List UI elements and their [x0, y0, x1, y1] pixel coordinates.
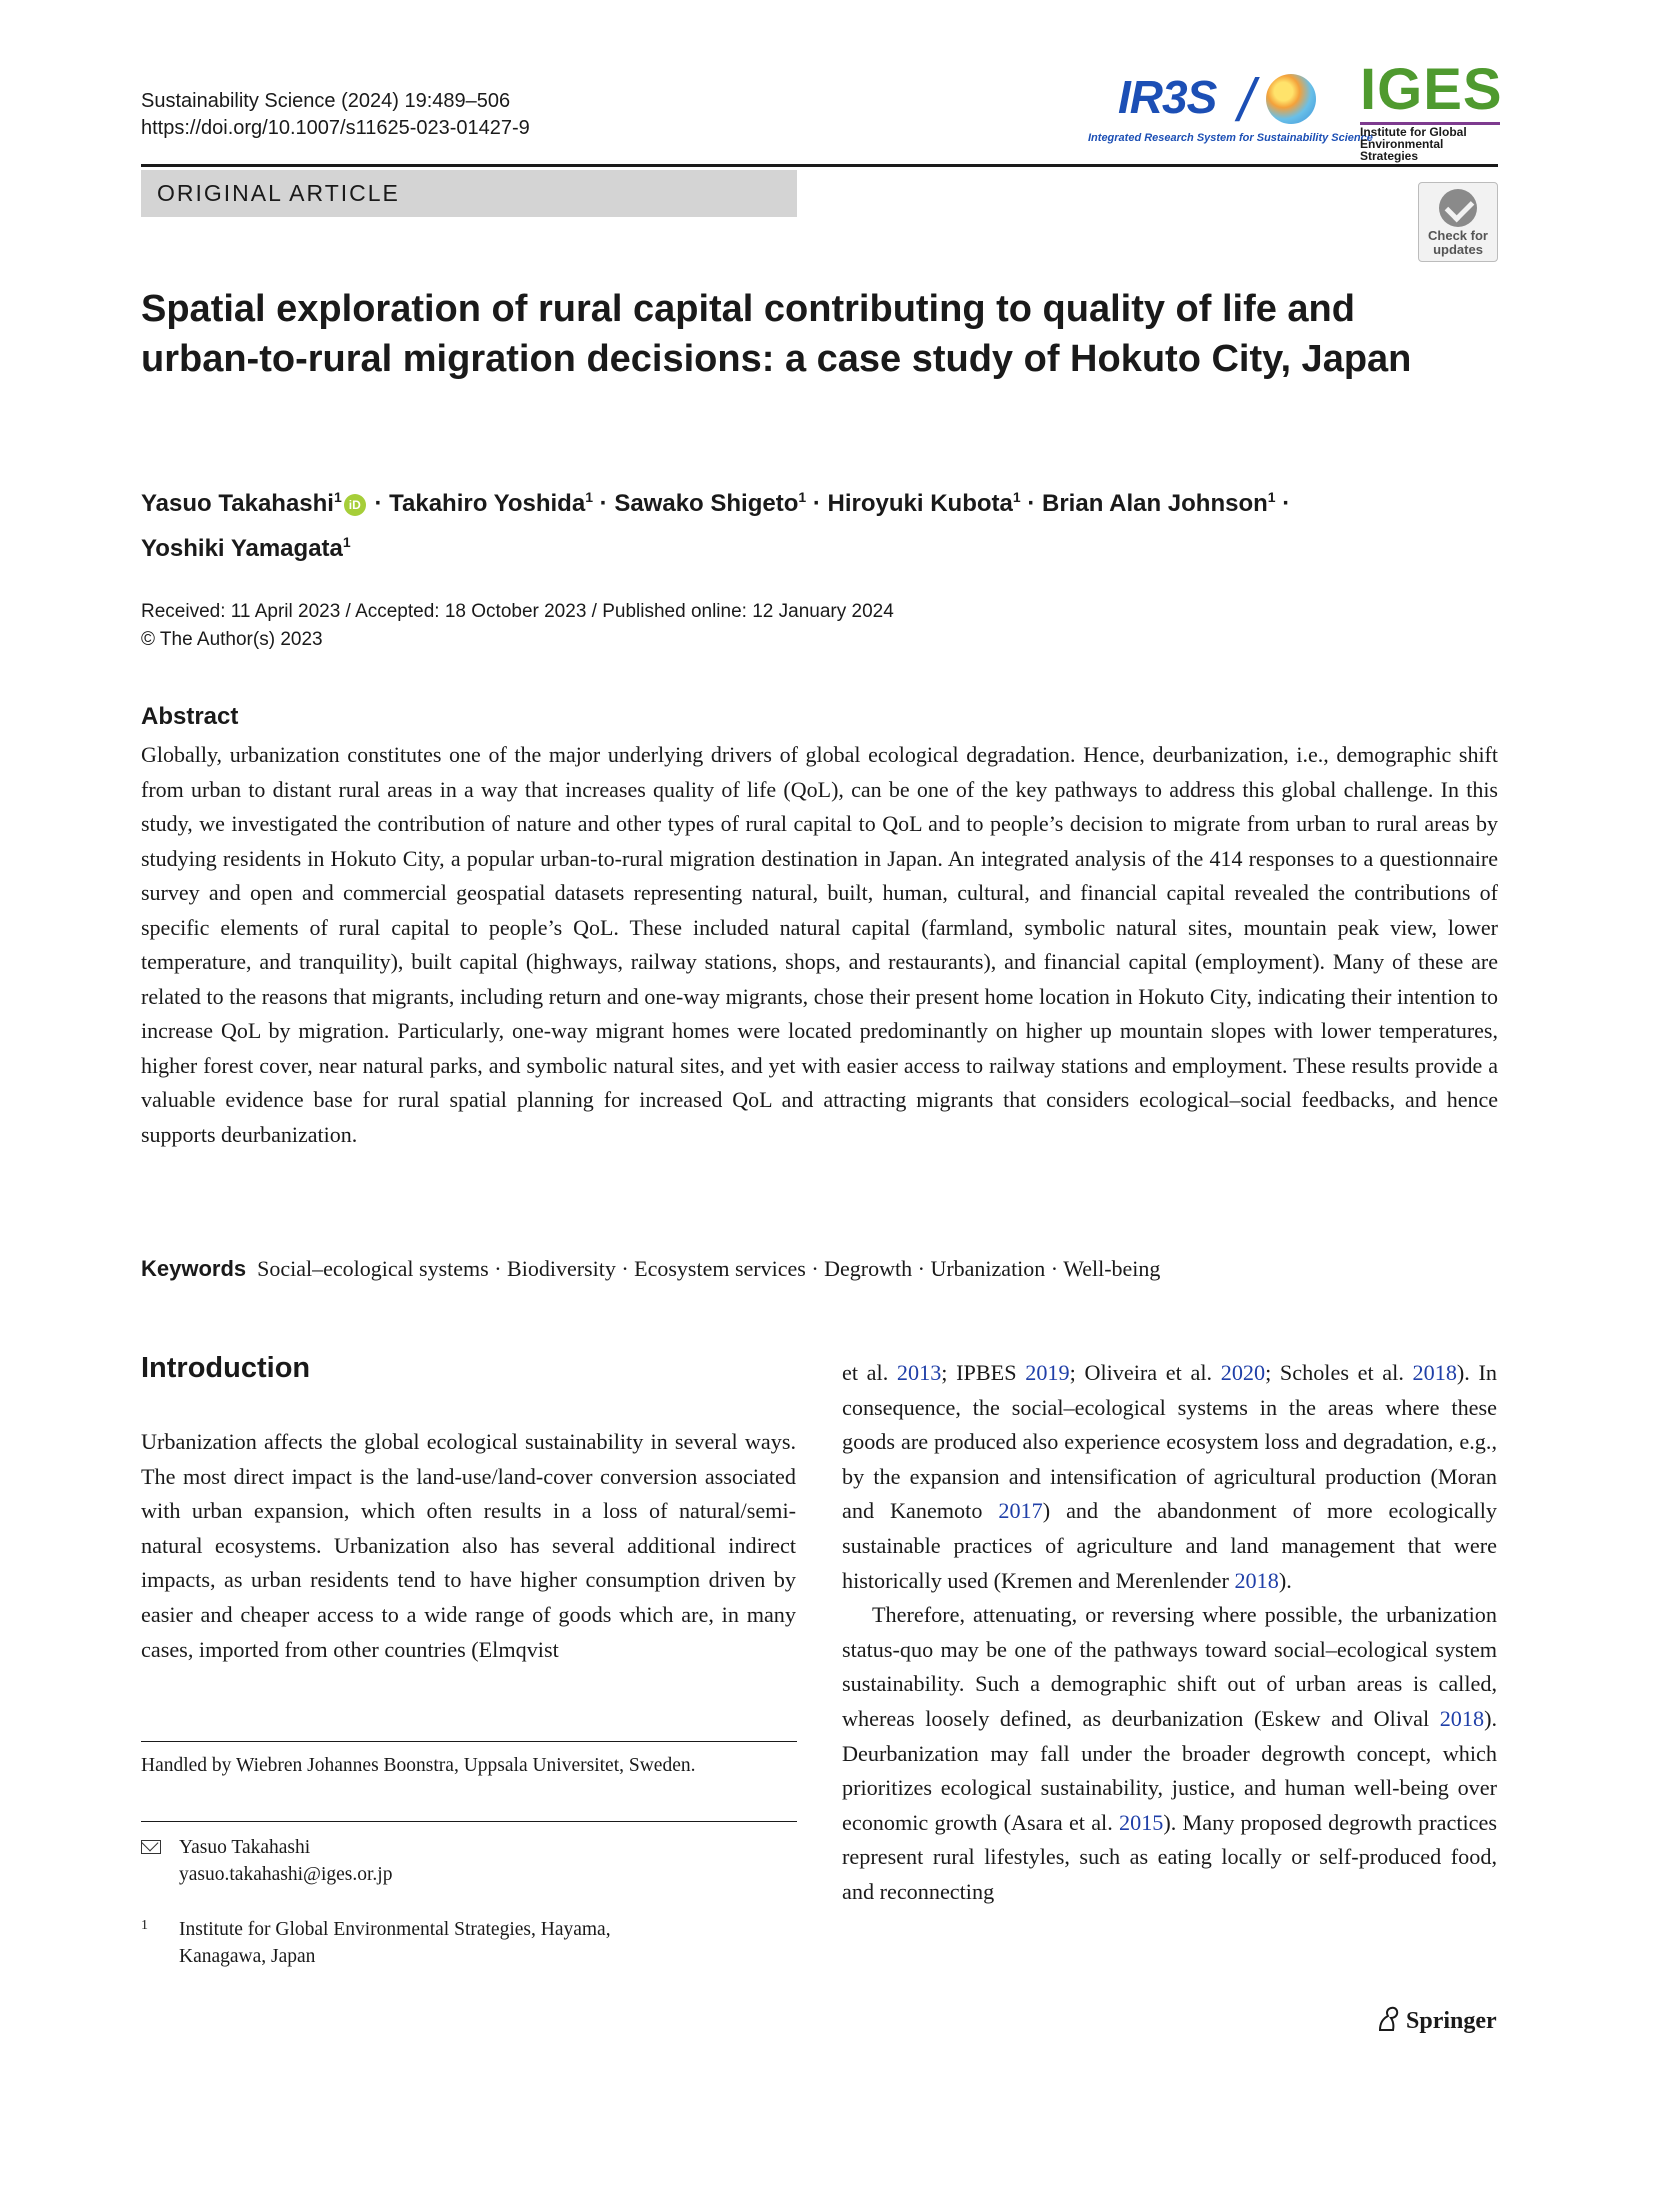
- text-run: et al.: [842, 1360, 897, 1385]
- author-name[interactable]: Hiroyuki Kubota: [827, 490, 1013, 517]
- left-column: [141, 1425, 796, 1667]
- text-run: ). Many proposed degrowth practices represent rural lifestyles, such as eating locally or self-produced food, and reconnecting: [842, 1809, 1497, 1904]
- springer-horse-icon: [1376, 2006, 1400, 2032]
- keywords: [141, 1252, 1498, 1286]
- publisher-logo: [1376, 2006, 1497, 2035]
- text-run: ) and the abandonment of more ecologically sustainable practices of agriculture and land management that were historically used (Kremen and Merenlender: [842, 1498, 1497, 1593]
- author-name[interactable]: Brian Alan Johnson: [1042, 490, 1268, 517]
- citation-link[interactable]: 2020: [1220, 1360, 1266, 1385]
- header-rule: [141, 164, 1498, 167]
- author-separator: ·: [1027, 490, 1036, 517]
- corresponding-author-name: Yasuo Takahashi: [179, 1837, 311, 1858]
- iges-subtitle-line2: Environmental Strategies: [1360, 137, 1444, 163]
- text-run: ). In consequence, the social–ecological systems in the areas where these goods are produced also experience ecosystem loss and degradation, e.g., by the expansion and intensification of agricultural production (Moran and Kanemoto: [842, 1360, 1497, 1524]
- text-run: ; Scholes et al.: [1265, 1360, 1413, 1385]
- iges-logo: [1360, 57, 1503, 163]
- iges-logo-subtitle: [1360, 122, 1500, 162]
- author-affiliation-mark: 1: [1267, 489, 1276, 505]
- intro-paragraph-1-cont: [842, 1356, 1497, 1598]
- affiliation-line1: Institute for Global Environmental Strategies, Hayama,: [179, 1919, 611, 1940]
- text-run: ).: [1278, 1567, 1292, 1593]
- author-affiliation-mark: 1: [1012, 489, 1021, 505]
- text-run: Therefore, attenuating, or reversing where possible, the urbanization status-quo may be one of the pathways toward social–ecological system sustainability. Such a demographic shift out of urban areas is called, whereas loosely defined, as deurbanization (Eskew and Olival: [842, 1602, 1497, 1731]
- citation-link[interactable]: 2017: [998, 1498, 1043, 1524]
- author-affiliation-mark: 1: [798, 489, 807, 505]
- footnote-rule: [141, 1741, 797, 1742]
- affiliation-number: 1: [141, 1918, 148, 1933]
- author-name[interactable]: Sawako Shigeto: [614, 490, 799, 517]
- author-name[interactable]: Yoshiki Yamagata: [141, 535, 343, 562]
- author-separator: ·: [599, 490, 608, 517]
- citation-link[interactable]: 2018: [1412, 1360, 1457, 1385]
- iges-logo-text: IGES: [1360, 57, 1503, 122]
- affiliation: [141, 1916, 611, 1970]
- author-separator: ·: [812, 490, 821, 517]
- text-run: ; IPBES: [941, 1360, 1026, 1385]
- journal-citation: [141, 88, 530, 142]
- abstract-heading: Abstract: [141, 703, 239, 730]
- intro-paragraph-2: [842, 1598, 1497, 1909]
- abstract-text: Globally, urbanization constitutes one of the major underlying drivers of global ecological degradation. Hence, deurbanization, i.e., demographic shift from urban to distant rural areas in a way that increases quality of life (QoL), can be one of the key pathways to address this global challenge. In this study, we investigated the contribution of nature and other types of rural capital to QoL and to people’s decision to migrate from urban to rural areas by studying residents in Hokuto City, a popular urban-to-rural migration destination in Japan. An integrated analysis of the 414 responses to a questionnaire survey and open and commercial geospatial datasets representing natural, built, human, cultural, and financial capital revealed the contributions of specific elements of rural capital to people’s QoL. These included natural capital (farmland, symbolic natural sites, mountain peak view, lower temperature, and tranquility), built capital (highways, railway stations, shops, and restaurants), and financial capital (employment). Many of these are related to the reasons that migrants, including return and one-way migrants, chose their present home location in Hokuto City, indicating their intention to increase QoL by migration. Particularly, one-way migrant homes were located predominantly on higher up mountain slopes with lower temperatures, higher forest cover, near natural parks, and symbolic natural sites, and yet with easier access to railway stations and employment. These results provide a valuable evidence base for rural spatial planning for increased QoL and attracting migrants that considers ecological–social feedbacks, and hence supports deurbanization.: [141, 742, 1498, 1147]
- ir3s-logo-slash: /: [1238, 67, 1255, 134]
- text-run: ; Oliveira et al.: [1069, 1360, 1221, 1385]
- check-updates-icon: [1439, 189, 1477, 227]
- author-separator: ·: [374, 490, 383, 517]
- ir3s-globe-icon: [1266, 74, 1316, 124]
- author-list: [141, 478, 1461, 568]
- ir3s-logo: [1088, 66, 1373, 154]
- keywords-heading: Keywords: [141, 1256, 247, 1281]
- history-dates: Received: 11 April 2023 / Accepted: 18 October 2023 / Published online: 12 January 2024: [141, 601, 894, 622]
- citation-link[interactable]: 2013: [896, 1360, 942, 1385]
- author-affiliation-mark: 1: [333, 489, 342, 505]
- affiliation-line2: Kanagawa, Japan: [179, 1946, 316, 1967]
- publication-dates: [141, 598, 894, 654]
- corresponding-author: [141, 1834, 392, 1888]
- check-updates-line1: Check for: [1428, 228, 1488, 243]
- check-updates-line2: updates: [1433, 242, 1483, 257]
- intro-paragraph-1: Urbanization affects the global ecological sustainability in several ways. The most direct impact is the land-use/land-cover conversion associated with urban expansion, which often results in a loss of natural/semi-natural ecosystems. Urbanization also has several additional indirect impacts, as urban residents tend to have higher consumption driven by easier and cheaper access to a wide range of goods which are, in many cases, imported from other countries (Elmqvist: [141, 1429, 796, 1662]
- copyright-line: © The Author(s) 2023: [141, 629, 323, 650]
- text-run: ). Deurbanization may fall under the broader degrowth concept, which prioritizes ecological sustainability, justice, and human well-being over economic growth (Asara et al.: [842, 1705, 1497, 1835]
- footnote-rule: [141, 1821, 797, 1822]
- introduction-heading: Introduction: [141, 1352, 311, 1384]
- ir3s-logo-subtitle: Integrated Research System for Sustainability Science: [1088, 132, 1373, 144]
- article-title: Spatial exploration of rural capital contributing to quality of life and urban-to-rural migration decisions: a case study of Hokuto City, Japan: [141, 288, 1412, 380]
- citation-link[interactable]: 2019: [1025, 1360, 1070, 1385]
- handling-editor-note: Handled by Wiebren Johannes Boonstra, Uppsala Universitet, Sweden.: [141, 1755, 696, 1776]
- citation-link[interactable]: 2015: [1119, 1809, 1164, 1835]
- author-name[interactable]: Yasuo Takahashi: [141, 490, 334, 517]
- article-type-banner: ORIGINAL ARTICLE: [141, 170, 797, 217]
- publisher-name: Springer: [1406, 2008, 1497, 2034]
- keywords-list: Social–ecological systems · Biodiversity · Ecosystem services · Degrowth · Urbanization · Well-being: [257, 1256, 1161, 1281]
- author-name[interactable]: Takahiro Yoshida: [389, 490, 586, 517]
- author-affiliation-mark: 1: [342, 534, 351, 550]
- doi-link[interactable]: https://doi.org/10.1007/s11625-023-01427-9: [141, 117, 530, 139]
- iges-subtitle-line1: Institute for Global: [1360, 125, 1467, 139]
- citation-link[interactable]: 2018: [1439, 1705, 1485, 1731]
- corresponding-author-email[interactable]: yasuo.takahashi@iges.or.jp: [179, 1864, 393, 1885]
- author-affiliation-mark: 1: [585, 489, 593, 505]
- orcid-icon[interactable]: iD: [344, 494, 366, 516]
- journal-line: Sustainability Science (2024) 19:489–506: [141, 90, 511, 112]
- citation-link[interactable]: 2018: [1234, 1567, 1279, 1593]
- envelope-icon: [141, 1840, 161, 1854]
- check-for-updates-button[interactable]: [1418, 182, 1498, 262]
- right-column: [842, 1356, 1497, 1910]
- author-separator: ·: [1282, 490, 1291, 517]
- ir3s-logo-text: IR3S: [1118, 71, 1217, 123]
